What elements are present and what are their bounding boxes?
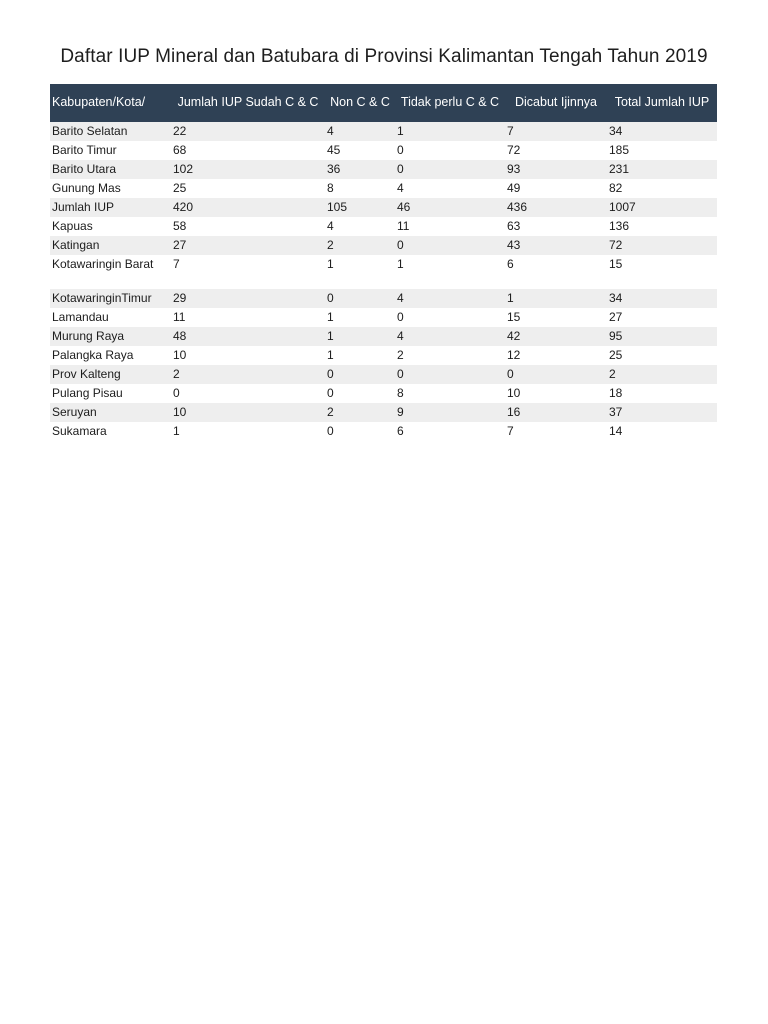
cc-not-required-cell: 4	[397, 291, 404, 305]
total-cell: 2	[609, 367, 616, 381]
table-row	[50, 179, 717, 198]
region-cell: Gunung Mas	[52, 181, 121, 195]
non-cc-cell: 0	[327, 291, 334, 305]
cc-not-required-cell: 4	[397, 329, 404, 343]
total-cell: 27	[609, 310, 623, 324]
non-cc-cell: 45	[327, 143, 341, 157]
total-cell: 185	[609, 143, 630, 157]
column-header-cc-not-required: Tidak perlu C & C	[400, 95, 500, 109]
cc-done-cell: 48	[173, 329, 187, 343]
cc-done-cell: 0	[173, 386, 180, 400]
cc-not-required-cell: 11	[397, 219, 410, 233]
non-cc-cell: 1	[327, 329, 334, 343]
total-cell: 136	[609, 219, 630, 233]
region-cell: Seruyan	[52, 405, 97, 419]
iup-table	[50, 84, 717, 441]
table-row	[50, 217, 717, 236]
revoked-cell: 42	[507, 329, 521, 343]
cc-not-required-cell: 46	[397, 200, 411, 214]
total-cell: 34	[609, 291, 623, 305]
revoked-cell: 72	[507, 143, 521, 157]
cc-not-required-cell: 9	[397, 405, 404, 419]
cc-done-cell: 7	[173, 257, 180, 271]
region-cell: KotawaringinTimur	[52, 291, 152, 305]
table-row	[50, 327, 717, 346]
cc-done-cell: 58	[173, 219, 187, 233]
region-cell: Kotawaringin Barat	[52, 257, 154, 271]
cc-done-cell: 22	[173, 124, 187, 138]
cc-done-cell: 29	[173, 291, 187, 305]
non-cc-cell: 0	[327, 386, 334, 400]
cc-not-required-cell: 8	[397, 386, 404, 400]
total-cell: 95	[609, 329, 623, 343]
region-cell: Sukamara	[52, 424, 107, 438]
non-cc-cell: 2	[327, 405, 334, 419]
non-cc-cell: 1	[327, 310, 334, 324]
revoked-cell: 43	[507, 238, 521, 252]
cc-done-cell: 11	[173, 310, 186, 324]
region-cell: Lamandau	[52, 310, 109, 324]
region-cell: Pulang Pisau	[52, 386, 123, 400]
cc-not-required-cell: 1	[397, 257, 404, 271]
non-cc-cell: 0	[327, 424, 334, 438]
cc-not-required-cell: 0	[397, 143, 404, 157]
non-cc-cell: 36	[327, 162, 341, 176]
cc-not-required-cell: 4	[397, 181, 404, 195]
cc-not-required-cell: 2	[397, 348, 404, 362]
header-row	[50, 84, 717, 122]
total-cell: 14	[609, 424, 623, 438]
column-header-revoked: Dicabut Ijinnya	[515, 95, 597, 109]
cc-not-required-cell: 0	[397, 310, 404, 324]
non-cc-cell: 4	[327, 124, 334, 138]
region-cell: Barito Timur	[52, 143, 117, 157]
region-cell: Murung Raya	[52, 329, 125, 343]
cc-done-cell: 27	[173, 238, 187, 252]
revoked-cell: 63	[507, 219, 521, 233]
revoked-cell: 49	[507, 181, 521, 195]
total-cell: 1007	[609, 200, 636, 214]
region-cell: Barito Selatan	[52, 124, 128, 138]
cc-done-cell: 10	[173, 405, 187, 419]
total-cell: 25	[609, 348, 623, 362]
cc-done-cell: 2	[173, 367, 180, 381]
revoked-cell: 7	[507, 424, 514, 438]
non-cc-cell: 0	[327, 367, 334, 381]
region-cell: Kapuas	[52, 219, 93, 233]
cc-not-required-cell: 0	[397, 162, 404, 176]
revoked-cell: 1	[507, 291, 514, 305]
column-header-region: Kabupaten/Kota/	[52, 95, 146, 109]
cc-not-required-cell: 0	[397, 238, 404, 252]
cc-done-cell: 68	[173, 143, 187, 157]
table-row	[50, 255, 717, 289]
revoked-cell: 10	[507, 386, 521, 400]
non-cc-cell: 8	[327, 181, 334, 195]
region-cell: Prov Kalteng	[52, 367, 121, 381]
total-cell: 231	[609, 162, 630, 176]
revoked-cell: 93	[507, 162, 521, 176]
table-header	[50, 84, 717, 122]
table-body	[50, 122, 717, 441]
table-row	[50, 403, 717, 422]
table-row	[50, 346, 717, 365]
table-row	[50, 236, 717, 255]
column-header-cc-done: Jumlah IUP Sudah C & C	[177, 95, 319, 109]
document-title: Daftar IUP Mineral dan Batubara di Provinsi Kalimantan Tengah Tahun 2019	[60, 46, 708, 67]
cc-done-cell: 420	[173, 200, 194, 214]
cc-done-cell: 10	[173, 348, 187, 362]
cc-not-required-cell: 0	[397, 367, 404, 381]
non-cc-cell: 105	[327, 200, 348, 214]
revoked-cell: 7	[507, 124, 514, 138]
table-row	[50, 160, 717, 179]
cc-done-cell: 25	[173, 181, 187, 195]
column-header-non-cc: Non C & C	[330, 95, 390, 109]
table-row	[50, 289, 717, 308]
table-row	[50, 308, 717, 327]
revoked-cell: 6	[507, 257, 514, 271]
total-cell: 18	[609, 386, 623, 400]
table-row	[50, 365, 717, 384]
non-cc-cell: 1	[327, 257, 334, 271]
revoked-cell: 436	[507, 200, 528, 214]
cc-not-required-cell: 6	[397, 424, 404, 438]
total-cell: 15	[609, 257, 623, 271]
non-cc-cell: 4	[327, 219, 334, 233]
region-cell: Barito Utara	[52, 162, 117, 176]
cc-done-cell: 102	[173, 162, 194, 176]
table-row	[50, 384, 717, 403]
total-cell: 72	[609, 238, 623, 252]
table-row	[50, 122, 717, 141]
cc-not-required-cell: 1	[397, 124, 404, 138]
region-cell: Palangka Raya	[52, 348, 134, 362]
total-cell: 34	[609, 124, 623, 138]
cc-done-cell: 1	[173, 424, 180, 438]
revoked-cell: 0	[507, 367, 514, 381]
revoked-cell: 16	[507, 405, 521, 419]
table-row	[50, 198, 717, 217]
non-cc-cell: 1	[327, 348, 334, 362]
region-cell: Katingan	[52, 238, 100, 252]
region-cell: Jumlah IUP	[52, 200, 115, 214]
table-row	[50, 422, 717, 441]
revoked-cell: 12	[507, 348, 521, 362]
revoked-cell: 15	[507, 310, 521, 324]
total-cell: 82	[609, 181, 623, 195]
column-header-total: Total Jumlah IUP	[614, 95, 710, 109]
table-row	[50, 141, 717, 160]
non-cc-cell: 2	[327, 238, 334, 252]
total-cell: 37	[609, 405, 623, 419]
